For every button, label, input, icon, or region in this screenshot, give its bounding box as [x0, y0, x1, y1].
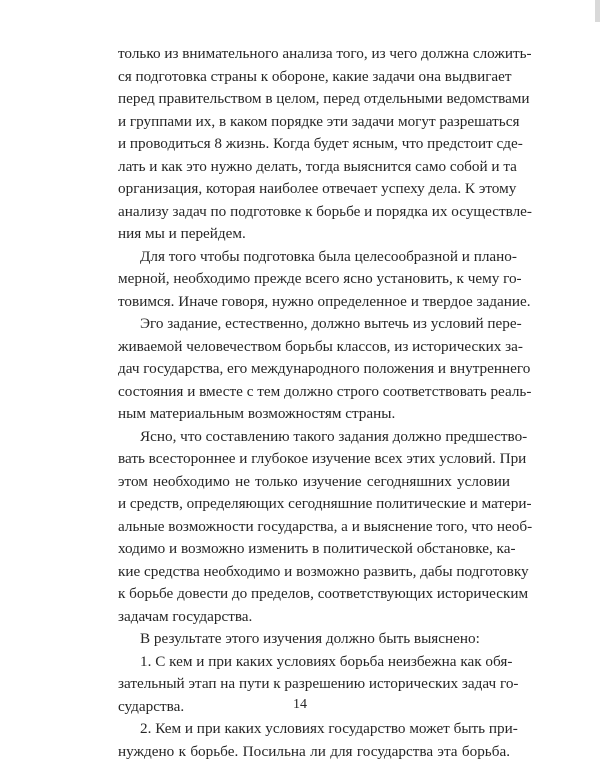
- text-line: анализу задач по подготовке к борьбе и порядка их осуществле-: [118, 201, 510, 224]
- text-line: нуждено к борьбе. Посильна ли для государства эта борьба.: [118, 741, 510, 763]
- text-line: альные возможности государства, а и выяснение того, что необ-: [118, 516, 510, 539]
- text-line: организация, которая наиболее отвечает успеху дела. К этому: [118, 178, 510, 201]
- text-line: состояния и вместе с тем должно строго соответствовать реаль-: [118, 381, 510, 404]
- text-line: лать и как это нужно делать, тогда выяснится само собой и та: [118, 156, 510, 179]
- text-line: и группами их, в каком порядке эти задачи могут разрешаться: [118, 111, 510, 134]
- text-line: товимся. Иначе говоря, нужно определенное и твердое задание.: [118, 291, 510, 314]
- text-line: и проводиться 8 жизнь. Когда будет ясным, что предстоит сде-: [118, 133, 510, 156]
- text-line: Эго задание, естественно, должно вытечь из условий пере-: [118, 313, 510, 336]
- text-line: зательный этап на пути к разрешению исторических задач го-: [118, 673, 510, 696]
- text-line: 1. С кем и при каких условиях борьба неизбежна как обя-: [118, 651, 510, 674]
- text-line: кие средства необходимо и возможно развить, дабы подготовку: [118, 561, 510, 584]
- text-line: Для того чтобы подготовка была целесообразной и плано-: [118, 246, 510, 269]
- text-line: только из внимательного анализа того, из чего должна сложить-: [118, 43, 510, 66]
- text-line: ния мы и перейдем.: [118, 223, 510, 246]
- text-line: ходимо и возможно изменить в политической обстановке, ка-: [118, 538, 510, 561]
- page-number: 14: [0, 697, 600, 713]
- text-line: В результате этого изучения должно быть выяснено:: [118, 628, 510, 651]
- text-line: этом необходимо не только изучение сегодняшних условии: [118, 471, 510, 494]
- text-line: и средств, определяющих сегодняшние политические и матери-: [118, 493, 510, 516]
- text-line: ным материальным возможностям страны.: [118, 403, 510, 426]
- text-line: дач государства, его международного положения и внутреннего: [118, 358, 510, 381]
- text-line: к борьбе довести до пределов, соответствующих историческим: [118, 583, 510, 606]
- text-line: 2. Кем и при каких условиях государство может быть при-: [118, 718, 510, 741]
- text-line: перед правительством в целом, перед отдельными ведомствами: [118, 88, 510, 111]
- text-line: вать всестороннее и глубокое изучение всех этих условий. При: [118, 448, 510, 471]
- text-line: сударства.: [118, 696, 510, 719]
- text-line: задачам государства.: [118, 606, 510, 629]
- body-text: [118, 43, 510, 763]
- text-line: живаемой человечеством борьбы классов, из исторических за-: [118, 336, 510, 359]
- text-line: мерной, необходимо прежде всего ясно установить, к чему го-: [118, 268, 510, 291]
- page-edge-mark: [595, 0, 600, 22]
- text-line: Ясно, что составлению такого задания должно предшество-: [118, 426, 510, 449]
- text-line: ся подготовка страны к обороне, какие задачи она выдвигает: [118, 66, 510, 89]
